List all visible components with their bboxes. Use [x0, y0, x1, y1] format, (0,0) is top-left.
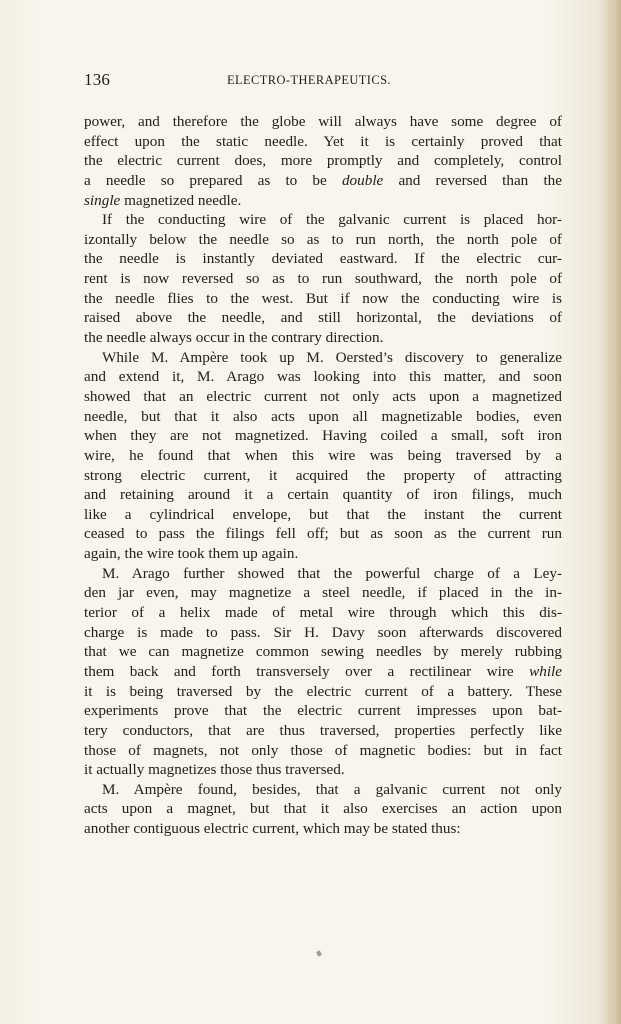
italic-text: while [529, 662, 562, 680]
text-line [84, 544, 562, 564]
line-text: the needle flies to the west. But if now the conducting wire is [84, 289, 562, 307]
line-text: ceased to pass the filings fell off; but as soon as the current run [84, 525, 562, 543]
text-line [84, 583, 562, 603]
line-text: M. Arago further showed that the powerful charge of a Ley- [102, 564, 562, 582]
text-line [84, 249, 562, 269]
text-line [84, 682, 562, 702]
italic-text: single [84, 191, 121, 209]
text-line [84, 721, 562, 741]
text-line [84, 701, 562, 721]
line-text: strong electric current, it acquired the property of attracting [84, 466, 562, 484]
text-line [84, 819, 562, 839]
header-title: ELECTRO-THERAPEUTICS. [227, 73, 391, 87]
text-line [84, 348, 562, 368]
page-number: 136 [84, 70, 111, 89]
text-line [84, 112, 562, 132]
text-line [84, 230, 562, 250]
text-line [84, 171, 562, 191]
line-text: the electric current does, more promptly and completely, control [84, 152, 562, 170]
body-text [84, 112, 562, 839]
text-line [84, 564, 562, 584]
line-text: the needle is instantly deviated eastward. If the electric cur- [84, 250, 562, 268]
line-text: rent is now reversed so as to run southward, the north pole of [84, 270, 562, 288]
text-line [84, 485, 562, 505]
text-line [84, 407, 562, 427]
line-text: and retaining around it a certain quantity of iron filings, much [84, 486, 562, 504]
text-line [84, 191, 562, 211]
line-text: If the conducting wire of the galvanic current is placed hor- [102, 211, 562, 229]
line-text-continuation: and reversed than the [383, 171, 562, 189]
text-line [84, 367, 562, 387]
text-line [84, 328, 562, 348]
text-line [84, 132, 562, 152]
text-line [84, 387, 562, 407]
line-text: acts upon a magnet, but that it also exercises an action upon [84, 800, 562, 818]
text-line [84, 210, 562, 230]
text-line [84, 151, 562, 171]
text-line [84, 524, 562, 544]
line-text: it actually magnetizes those thus traversed. [84, 761, 345, 779]
line-text: showed that an electric current not only acts upon a magnetized [84, 387, 562, 405]
line-text: again, the wire took them up again. [84, 545, 299, 563]
line-text: needle, but that it also acts upon all magnetizable bodies, even [84, 407, 562, 425]
line-text: when they are not magnetized. Having coiled a small, soft iron [84, 427, 562, 445]
ink-mark [316, 950, 322, 956]
line-text: terior of a helix made of metal wire through which this dis- [84, 604, 562, 622]
line-text: While M. Ampère took up M. Oersted’s discovery to generalize [102, 348, 562, 366]
line-text: effect upon the static needle. Yet it is certainly proved that [84, 132, 562, 150]
text-line [84, 308, 562, 328]
line-text: power, and therefore the globe will always have some degree of [84, 113, 562, 130]
text-line [84, 289, 562, 309]
line-text: and extend it, M. Arago was looking into this matter, and soon [84, 368, 562, 386]
running-header [84, 70, 564, 92]
line-text: like a cylindrical envelope, but that the instant the current [84, 505, 562, 523]
text-line [84, 603, 562, 623]
line-text: magnetized needle. [120, 191, 242, 209]
text-line [84, 799, 562, 819]
text-line [84, 426, 562, 446]
line-text: those of magnets, not only those of magnetic bodies: but in fact [84, 741, 562, 759]
italic-text: double [341, 171, 384, 189]
text-line [84, 741, 562, 761]
line-text: wire, he found that when this wire was being traversed by a [84, 446, 562, 464]
line-text: raised above the needle, and still horizontal, the deviations of [84, 309, 562, 327]
line-text: charge is made to pass. Sir H. Davy soon afterwards discovered [84, 623, 562, 641]
line-text: them back and forth transversely over a rectilinear wire [84, 662, 530, 680]
line-text: another contiguous electric current, which may be stated thus: [84, 820, 461, 838]
text-line [84, 466, 562, 486]
text-line [84, 623, 562, 643]
text-line [84, 446, 562, 466]
page-edge-shadow [601, 0, 621, 1024]
text-line [84, 662, 562, 682]
line-text: experiments prove that the electric current impresses upon bat- [84, 702, 562, 720]
line-text: M. Ampère found, besides, that a galvanic current not only [102, 780, 562, 798]
text-line [84, 642, 562, 662]
text-line [84, 760, 562, 780]
line-text: a needle so prepared as to be [84, 171, 342, 189]
line-text: the needle always occur in the contrary direction. [84, 329, 384, 347]
line-text: that we can magnetize common sewing needles by merely rubbing [84, 643, 562, 661]
text-line [84, 780, 562, 800]
text-line [84, 269, 562, 289]
line-text: izontally below the needle so as to run north, the north pole of [84, 230, 562, 248]
line-text: den jar even, may magnetize a steel needle, if placed in the in- [84, 584, 562, 602]
line-text: tery conductors, that are thus traversed, properties perfectly like [84, 721, 562, 739]
text-line [84, 505, 562, 525]
line-text: it is being traversed by the electric current of a battery. These [84, 682, 562, 700]
